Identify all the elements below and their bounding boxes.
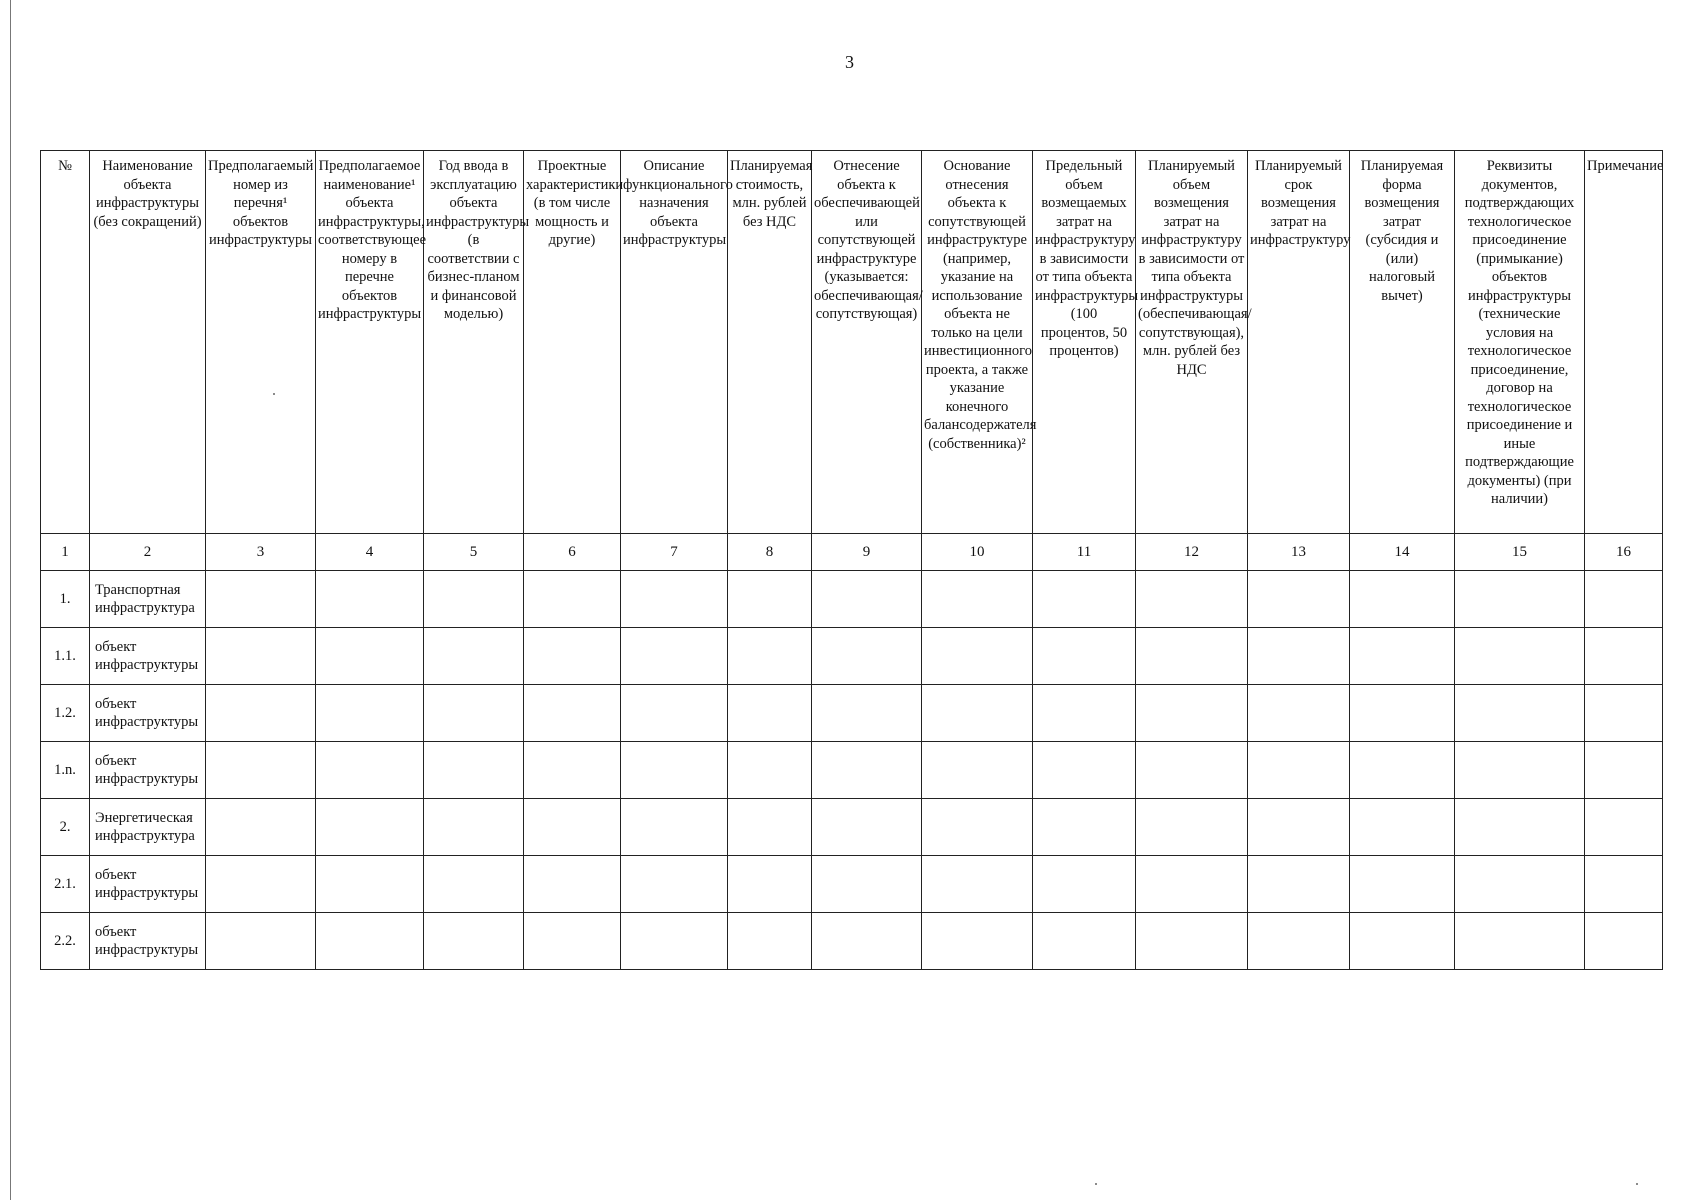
empty-cell (1033, 742, 1136, 799)
row-name: объект инфраструктуры (90, 628, 206, 685)
empty-cell (1248, 571, 1350, 628)
empty-cell (524, 742, 621, 799)
empty-cell (316, 628, 424, 685)
empty-cell (524, 685, 621, 742)
empty-cell (1455, 799, 1585, 856)
empty-cell (1248, 685, 1350, 742)
empty-cell (621, 628, 728, 685)
page-edge-line (10, 0, 11, 1200)
empty-cell (812, 742, 922, 799)
table-row (41, 628, 1663, 685)
empty-cell (1350, 799, 1455, 856)
row-name: объект инфраструктуры (90, 742, 206, 799)
scan-speck (1636, 1183, 1638, 1185)
empty-cell (922, 742, 1033, 799)
empty-cell (922, 799, 1033, 856)
table-row (41, 856, 1663, 913)
column-number: 2 (90, 534, 206, 571)
table-header-row (41, 151, 1663, 534)
header-cell: № (41, 151, 90, 534)
table-row (41, 799, 1663, 856)
empty-cell (728, 628, 812, 685)
header-cell: Примечание (1585, 151, 1663, 534)
empty-cell (1455, 742, 1585, 799)
empty-cell (812, 799, 922, 856)
header-cell: Планируемая форма возмещения затрат (субсидия и (или) налоговый вычет) (1350, 151, 1455, 534)
empty-cell (728, 571, 812, 628)
empty-cell (1585, 913, 1663, 970)
scan-speck (1095, 1183, 1097, 1185)
empty-cell (1248, 799, 1350, 856)
empty-cell (206, 799, 316, 856)
empty-cell (621, 742, 728, 799)
empty-cell (424, 742, 524, 799)
empty-cell (1136, 628, 1248, 685)
empty-cell (922, 571, 1033, 628)
empty-cell (1136, 571, 1248, 628)
empty-cell (206, 571, 316, 628)
empty-cell (1136, 685, 1248, 742)
header-cell: Наименование объекта инфраструктуры (без сокращений) (90, 151, 206, 534)
empty-cell (1350, 742, 1455, 799)
empty-cell (1455, 913, 1585, 970)
row-name: объект инфраструктуры (90, 685, 206, 742)
empty-cell (524, 571, 621, 628)
empty-cell (206, 856, 316, 913)
column-number: 14 (1350, 534, 1455, 571)
empty-cell (621, 799, 728, 856)
empty-cell (1033, 685, 1136, 742)
empty-cell (316, 571, 424, 628)
column-number: 10 (922, 534, 1033, 571)
row-number: 1. (41, 571, 90, 628)
row-number: 2. (41, 799, 90, 856)
empty-cell (1585, 628, 1663, 685)
empty-cell (206, 628, 316, 685)
empty-cell (316, 799, 424, 856)
empty-cell (1033, 799, 1136, 856)
empty-cell (316, 913, 424, 970)
table-row (41, 913, 1663, 970)
column-number: 16 (1585, 534, 1663, 571)
empty-cell (1248, 628, 1350, 685)
header-cell: Проектные характеристики (в том числе мощность и другие) (524, 151, 621, 534)
header-cell: Основание отнесения объекта к сопутствующей инфраструктуре (например, указание на использование объекта не только на цели инвестиционного проекта, а также указание конечного балансодержателя (собственника)² (922, 151, 1033, 534)
empty-cell (424, 685, 524, 742)
row-number: 2.1. (41, 856, 90, 913)
empty-cell (1350, 856, 1455, 913)
header-cell: Год ввода в эксплуатацию объекта инфраструктуры (в соответствии с бизнес-планом и финансовой моделью) (424, 151, 524, 534)
empty-cell (1033, 571, 1136, 628)
empty-cell (424, 628, 524, 685)
empty-cell (524, 799, 621, 856)
empty-cell (316, 685, 424, 742)
column-number: 1 (41, 534, 90, 571)
empty-cell (1350, 913, 1455, 970)
column-number: 4 (316, 534, 424, 571)
empty-cell (728, 856, 812, 913)
column-number: 3 (206, 534, 316, 571)
empty-cell (1455, 856, 1585, 913)
column-number: 11 (1033, 534, 1136, 571)
empty-cell (424, 571, 524, 628)
empty-cell (1585, 571, 1663, 628)
row-number: 1.2. (41, 685, 90, 742)
empty-cell (206, 913, 316, 970)
column-number: 8 (728, 534, 812, 571)
empty-cell (1248, 856, 1350, 913)
empty-cell (1248, 742, 1350, 799)
column-number: 9 (812, 534, 922, 571)
header-cell: Планируемый объем возмещения затрат на инфраструктуру в зависимости от типа объекта инфраструктуры (обеспечивающая/ сопутствующая), млн. рублей без НДС (1136, 151, 1248, 534)
empty-cell (621, 685, 728, 742)
empty-cell (922, 628, 1033, 685)
empty-cell (728, 742, 812, 799)
empty-cell (1033, 856, 1136, 913)
empty-cell (1455, 685, 1585, 742)
row-name: Энергетическая инфраструктура (90, 799, 206, 856)
empty-cell (1248, 913, 1350, 970)
empty-cell (812, 856, 922, 913)
empty-cell (424, 913, 524, 970)
table-row (41, 685, 1663, 742)
empty-cell (1033, 628, 1136, 685)
page-number: 3 (845, 52, 854, 72)
column-number: 7 (621, 534, 728, 571)
empty-cell (728, 913, 812, 970)
empty-cell (1136, 799, 1248, 856)
header-cell: Планируемая стоимость, млн. рублей без НДС (728, 151, 812, 534)
empty-cell (1585, 742, 1663, 799)
empty-cell (621, 913, 728, 970)
empty-cell (316, 742, 424, 799)
empty-cell (1455, 628, 1585, 685)
empty-cell (1585, 685, 1663, 742)
empty-cell (1136, 856, 1248, 913)
empty-cell (1350, 628, 1455, 685)
empty-cell (1136, 742, 1248, 799)
empty-cell (316, 856, 424, 913)
header-cell: Описание функционального назначения объекта инфраструктуры (621, 151, 728, 534)
row-number: 1.n. (41, 742, 90, 799)
empty-cell (922, 913, 1033, 970)
column-number: 12 (1136, 534, 1248, 571)
empty-cell (922, 685, 1033, 742)
empty-cell (1033, 913, 1136, 970)
row-number: 2.2. (41, 913, 90, 970)
header-cell: Отнесение объекта к обеспечивающей или сопутствующей инфраструктуре (указывается: обеспечивающая/ сопутствующая) (812, 151, 922, 534)
empty-cell (1585, 856, 1663, 913)
empty-cell (812, 685, 922, 742)
header-cell: Предполагаемое наименование¹ объекта инфраструктуры, соответствующее номеру в перечне объектов инфраструктуры (316, 151, 424, 534)
empty-cell (1455, 571, 1585, 628)
scan-speck (273, 393, 275, 395)
column-number: 6 (524, 534, 621, 571)
empty-cell (621, 571, 728, 628)
empty-cell (1350, 685, 1455, 742)
empty-cell (206, 742, 316, 799)
row-number: 1.1. (41, 628, 90, 685)
empty-cell (812, 628, 922, 685)
header-cell: Предельный объем возмещаемых затрат на инфраструктуру в зависимости от типа объекта инфраструктуры (100 процентов, 50 процентов) (1033, 151, 1136, 534)
empty-cell (1585, 799, 1663, 856)
infrastructure-table (40, 150, 1663, 970)
row-name: объект инфраструктуры (90, 913, 206, 970)
empty-cell (621, 856, 728, 913)
table-row (41, 742, 1663, 799)
empty-cell (524, 913, 621, 970)
table-row (41, 571, 1663, 628)
column-number: 13 (1248, 534, 1350, 571)
empty-cell (524, 628, 621, 685)
empty-cell (1136, 913, 1248, 970)
header-cell: Предполагаемый номер из перечня¹ объектов инфраструктуры (206, 151, 316, 534)
empty-cell (206, 685, 316, 742)
empty-cell (728, 799, 812, 856)
empty-cell (424, 799, 524, 856)
column-number: 15 (1455, 534, 1585, 571)
empty-cell (812, 571, 922, 628)
header-cell: Планируемый срок возмещения затрат на инфраструктуру (1248, 151, 1350, 534)
column-number: 5 (424, 534, 524, 571)
row-name: объект инфраструктуры (90, 856, 206, 913)
empty-cell (524, 856, 621, 913)
header-cell: Реквизиты документов, подтверждающих технологическое присоединение (примыкание) объектов инфраструктуры (технические условия на технологическое присоединение, договор на технологическое присоединение и иные подтверждающие документы) (при наличии) (1455, 151, 1585, 534)
empty-cell (922, 856, 1033, 913)
empty-cell (728, 685, 812, 742)
column-number-row (41, 534, 1663, 571)
empty-cell (812, 913, 922, 970)
row-name: Транспортная инфраструктура (90, 571, 206, 628)
empty-cell (424, 856, 524, 913)
empty-cell (1350, 571, 1455, 628)
